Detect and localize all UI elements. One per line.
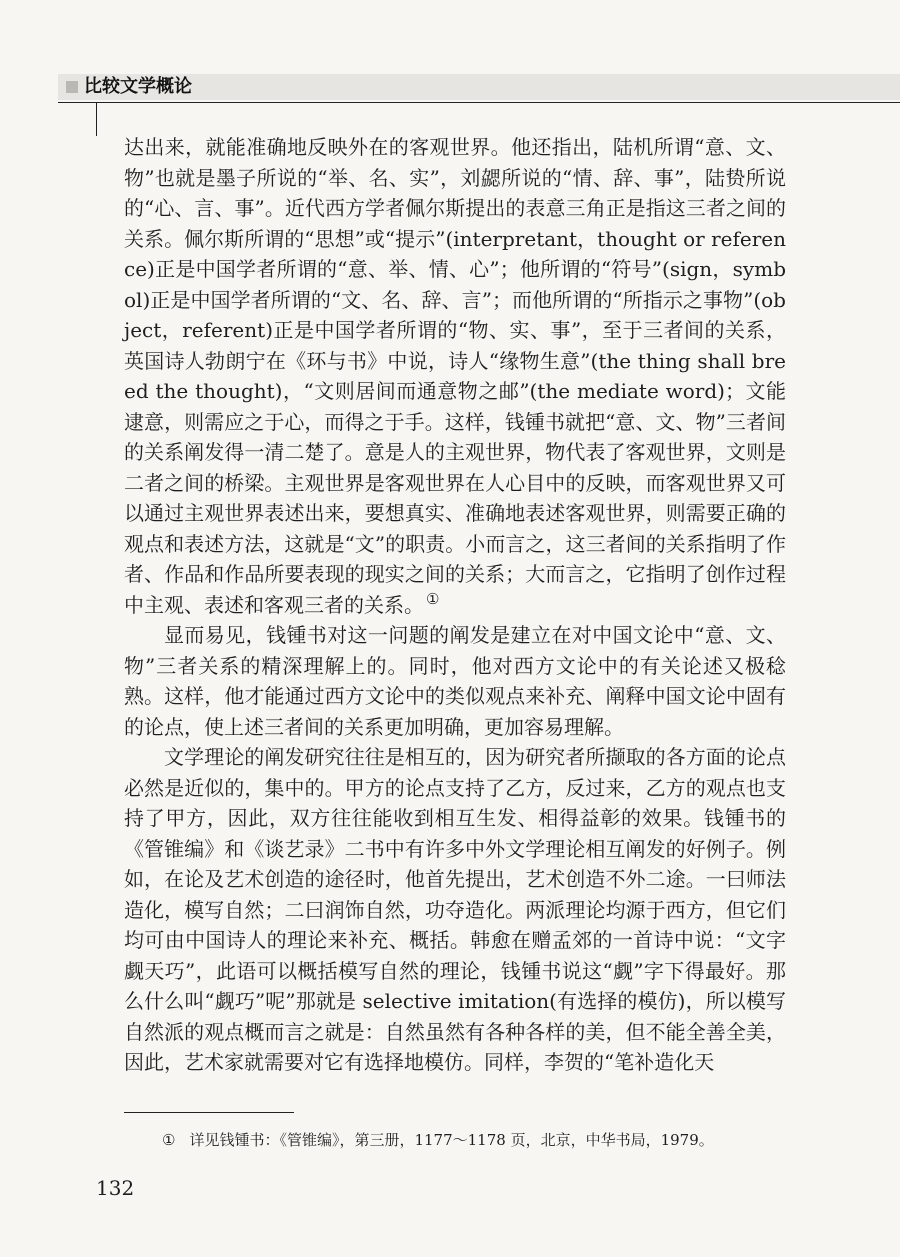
page-number: 132 bbox=[96, 1176, 135, 1200]
header-square-marker bbox=[66, 81, 78, 93]
header-rule bbox=[58, 102, 900, 103]
running-header bbox=[58, 74, 900, 104]
body-text bbox=[124, 132, 786, 1078]
paragraph-3: 文学理论的阐发研究往往是相互的，因为研究者所撷取的各方面的论点必然是近似的，集中的。甲方的论点支持了乙方，反过来，乙方的观点也支持了甲方，因此，双方往往能收到相互生发、相得益彰的效果。钱锺书的《管锥编》和《谈艺录》二书中有许多中外文学理论相互阐发的好例子。例如，在论及艺术创造的途径时，他首先提出，艺术创造不外二途。一曰师法造化，模写自然；二曰润饰自然，功夺造化。两派理论均源于西方，但它们均可由中国诗人的理论来补充、概括。韩愈在赠孟郊的一首诗中说：“文字觑天巧”，此语可以概括模写自然的理论，钱锺书说这“觑”字下得最好。那么什么叫“觑巧”呢”那就是 selective imitation(有选择的模仿)，所以模写自然派的观点概而言之就是：自然虽然有各种各样的美，但不能全善全美，因此，艺术家就需要对它有选择地模仿。同样，李贺的“笔补造化天 bbox=[124, 745, 786, 1074]
footnote-text: 详见钱锺书：《管锥编》，第三册，1177～1178 页，北京，中华书局，1979。 bbox=[189, 1131, 714, 1149]
paragraph-1 bbox=[124, 132, 786, 620]
footnote-separator bbox=[124, 1112, 294, 1113]
footnote-reference: ① bbox=[426, 589, 440, 608]
paragraph-1-text: 达出来，就能准确地反映外在的客观世界。他还指出，陆机所谓“意、文、物”也就是墨子所说的“举、名、实”，刘勰所说的“情、辞、事”，陆贽所说的“心、言、事”。近代西方学者佩尔斯提出的表意三角正是指这三者之间的关系。佩尔斯所谓的“思想”或“提示”(interpretant，thought or reference)正是中国学者所谓的“意、举、情、心”；他所谓的“符号”(sign，symbol)正是中国学者所谓的“文、名、辞、言”；而他所谓的“所指示之事物”(object，referent)正是中国学者所谓的“物、实、事”，至于三者间的关系，英国诗人勃朗宁在《环与书》中说，诗人“缘物生意”(the thing shall breed the thought)，“文则居间而通意物之邮”(the mediate word)；文能逮意，则需应之于心，而得之于手。这样，钱锺书就把“意、文、物”三者间的关系阐发得一清二楚了。意是人的主观世界，物代表了客观世界，文则是二者之间的桥梁。主观世界是客观世界在人心目中的反映，而客观世界又可以通过主观世界表述出来，要想真实、准确地表述客观世界，则需要正确的观点和表述方法，这就是“文”的职责。小而言之，这三者间的关系指明了作者、作品和作品所要表现的现实之间的关系；大而言之，它指明了创作过程中主观、表述和客观三者的关系。 bbox=[124, 135, 786, 617]
footnote-mark: ① bbox=[162, 1131, 176, 1149]
running-header-title: 比较文学概论 bbox=[84, 76, 192, 97]
header-vertical-rule bbox=[96, 102, 97, 136]
paragraph-2: 显而易见，钱锺书对这一问题的阐发是建立在对中国文论中“意、文、物”三者关系的精深理解上的。同时，他对西方文论中的有关论述又极稔熟。这样，他才能通过西方文论中的类似观点来补充、阐释中国文论中固有的论点，使上述三者间的关系更加明确，更加容易理解。 bbox=[124, 623, 786, 739]
footnote bbox=[162, 1130, 714, 1150]
